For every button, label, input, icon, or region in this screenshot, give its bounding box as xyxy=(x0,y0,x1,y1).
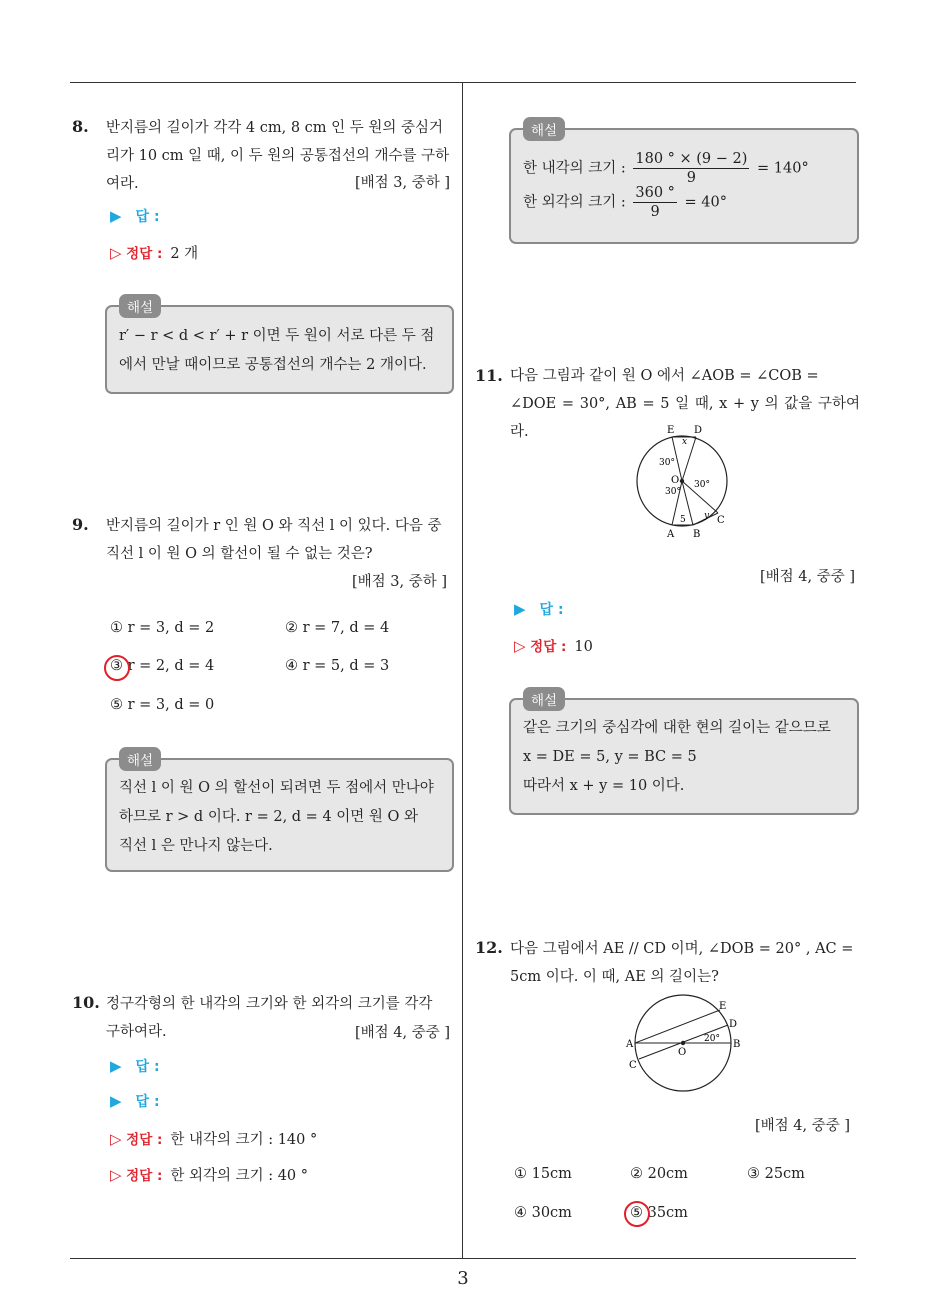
correct-label: 정답 : xyxy=(126,1132,163,1148)
answer-label: 답 : xyxy=(135,1094,160,1110)
q9-score: [배점 3, 중하 ] xyxy=(352,574,448,590)
q9-number: 9. xyxy=(72,515,89,534)
correct-value: 2 개 xyxy=(170,246,199,262)
q12-choice-1[interactable]: ① 15cm xyxy=(514,1166,572,1182)
triangle-outline-icon: ▷ xyxy=(110,1130,122,1148)
selected-mark-icon xyxy=(624,1201,650,1227)
q8-text-line: 리가 10 cm 일 때, 이 두 원의 공통접선의 개수를 구하 xyxy=(106,148,450,164)
q9-choice-2[interactable]: ② r = 7, d = 4 xyxy=(285,620,390,636)
explanation-text xyxy=(523,714,847,801)
q11-score: [배점 4, 중중 ] xyxy=(760,569,856,585)
label-angle: 30° xyxy=(665,487,681,497)
label-angle: 20° xyxy=(704,1034,720,1044)
triangle-outline-icon: ▷ xyxy=(514,637,526,655)
q8-explanation-box xyxy=(105,300,454,394)
explanation-line xyxy=(523,150,809,187)
explanation-line: 에서 만날 때이므로 공통접선의 개수는 2 개이다. xyxy=(119,357,427,373)
label-C: C xyxy=(717,515,725,526)
q12-choice-2[interactable]: ② 20cm xyxy=(630,1166,688,1182)
q8-score: [배점 3, 중하 ] xyxy=(355,175,451,191)
q8-answer-field[interactable] xyxy=(110,206,160,226)
q10-number: 10. xyxy=(72,993,100,1012)
explanation-tag: 해설 xyxy=(523,117,565,141)
label-B: B xyxy=(693,529,701,540)
column-divider xyxy=(462,83,463,1258)
q8-correct xyxy=(110,242,198,263)
triangle-outline-icon: ▷ xyxy=(110,1166,122,1184)
label-C: C xyxy=(629,1060,637,1071)
q10-answer-field-2[interactable] xyxy=(110,1091,160,1111)
q12-choice-4[interactable]: ④ 30cm xyxy=(514,1205,572,1221)
correct-value: 한 외각의 크기 : 40 ° xyxy=(170,1168,309,1184)
answer-label: 답 : xyxy=(539,602,564,618)
bottom-rule xyxy=(70,1258,856,1259)
q11-text-line: ∠DOE = 30°, AB = 5 일 때, x + y 의 값을 구하여라. xyxy=(510,396,860,440)
center-point xyxy=(681,1041,685,1045)
fraction-numerator: 360 ° xyxy=(635,185,675,201)
q10-text-line: 정구각형의 한 내각의 크기와 한 외각의 크기를 각각 xyxy=(106,996,433,1012)
q9-choice-1[interactable]: ① r = 3, d = 2 xyxy=(110,620,215,636)
label-E: E xyxy=(667,425,675,436)
play-icon: ▶ xyxy=(514,600,526,618)
q12-text xyxy=(510,935,860,991)
fraction xyxy=(633,150,749,187)
q9-choice-5[interactable]: ⑤ r = 3, d = 0 xyxy=(110,697,215,713)
explanation-result: = 140° xyxy=(757,160,809,177)
label-E: E xyxy=(719,1001,727,1012)
q11-number: 11. xyxy=(475,366,503,385)
label-angle: 30° xyxy=(694,480,710,490)
label-y: y xyxy=(704,511,710,521)
center-point xyxy=(680,479,684,483)
fraction-denominator: 9 xyxy=(686,170,697,186)
explanation-line: 직선 l 이 원 O 의 할선이 되려면 두 점에서 만나야 xyxy=(119,780,434,796)
label-O: O xyxy=(678,1047,687,1058)
label-x: x xyxy=(682,437,688,447)
explanation-text xyxy=(119,774,442,861)
explanation-line: 하므로 r > d 이다. r = 2, d = 4 이면 원 O 와 xyxy=(119,809,419,825)
q11-text-line: 다음 그림과 같이 원 O 에서 ∠AOB = ∠COB = xyxy=(510,368,819,384)
correct-value: 한 내각의 크기 : 140 ° xyxy=(170,1132,318,1148)
q9-choice-3[interactable]: ③ r = 2, d = 4 xyxy=(110,658,215,674)
q8-number: 8. xyxy=(72,117,89,136)
explanation-line: 직선 l 은 만나지 않는다. xyxy=(119,838,273,854)
explanation-result: = 40° xyxy=(684,194,727,211)
q10-text-line: 구하여라. xyxy=(106,1024,167,1040)
top-rule xyxy=(70,82,856,83)
q12-score: [배점 4, 중중 ] xyxy=(755,1118,851,1134)
correct-label: 정답 : xyxy=(126,246,163,262)
label-O: O xyxy=(671,475,680,486)
explanation-line: x = DE = 5, y = BC = 5 xyxy=(523,749,697,765)
correct-label: 정답 : xyxy=(126,1168,163,1184)
label-A: A xyxy=(626,1039,634,1050)
q10-correct-2 xyxy=(110,1164,308,1185)
answer-label: 답 : xyxy=(135,209,160,225)
q12-number: 12. xyxy=(475,938,503,957)
q12-text-line: 5cm 이다. 이 때, AE 의 길이는? xyxy=(510,969,719,985)
explanation-tag: 해설 xyxy=(523,687,565,711)
explanation-label: 한 외각의 크기 : xyxy=(523,194,626,211)
q9-text-line: 반지름의 길이가 r 인 원 O 와 직선 l 이 있다. 다음 중 xyxy=(106,518,442,534)
q9-text xyxy=(106,512,456,568)
q9-choice-4[interactable]: ④ r = 5, d = 3 xyxy=(285,658,390,674)
answer-label: 답 : xyxy=(135,1059,160,1075)
q12-choice-5[interactable]: ⑤ 35cm xyxy=(630,1205,688,1221)
fraction-numerator: 180 ° × (9 − 2) xyxy=(635,151,748,167)
explanation-text xyxy=(119,322,442,380)
explanation-line: 따라서 x + y = 10 이다. xyxy=(523,778,685,794)
triangle-outline-icon: ▷ xyxy=(110,244,122,262)
q11-explanation-box xyxy=(509,693,859,815)
explanation-tag: 해설 xyxy=(119,294,161,318)
fraction-denominator: 9 xyxy=(650,204,660,220)
q12-choice-3[interactable]: ③ 25cm xyxy=(747,1166,805,1182)
explanation-line xyxy=(523,184,727,221)
fraction xyxy=(633,184,677,221)
correct-value: 10 xyxy=(574,639,593,655)
selected-mark-icon xyxy=(104,655,130,681)
q11-figure xyxy=(625,420,745,542)
q10-explanation-box xyxy=(509,123,859,244)
play-icon: ▶ xyxy=(110,207,122,225)
page-number: 3 xyxy=(457,1268,469,1289)
q12-figure xyxy=(620,990,750,1095)
q10-correct-1 xyxy=(110,1128,317,1149)
q10-answer-field-1[interactable] xyxy=(110,1056,160,1076)
q10-score: [배점 4, 중중 ] xyxy=(355,1025,451,1041)
q11-answer-field[interactable] xyxy=(514,599,564,619)
explanation-label: 한 내각의 크기 : xyxy=(523,160,626,177)
q8-text-line: 반지름의 길이가 각각 4 cm, 8 cm 인 두 원의 중심거 xyxy=(106,120,444,136)
label-5: 5 xyxy=(680,515,686,525)
correct-label: 정답 : xyxy=(530,639,567,655)
label-A: A xyxy=(667,529,675,540)
q11-correct xyxy=(514,635,593,655)
q9-explanation-box xyxy=(105,753,454,872)
label-D: D xyxy=(729,1019,738,1030)
q9-text-line: 직선 l 이 원 O 의 할선이 될 수 없는 것은? xyxy=(106,546,373,562)
explanation-line: r′ − r < d < r′ + r 이면 두 원이 서로 다른 두 점 xyxy=(119,328,435,344)
q12-text-line: 다음 그림에서 AE // CD 이며, ∠DOB = 20° , AC = xyxy=(510,941,854,957)
explanation-tag: 해설 xyxy=(119,747,161,771)
explanation-line: 같은 크기의 중심각에 대한 현의 길이는 같으므로 xyxy=(523,720,831,736)
label-B: B xyxy=(733,1039,741,1050)
label-D: D xyxy=(694,425,703,436)
play-icon: ▶ xyxy=(110,1092,122,1110)
label-angle: 30° xyxy=(659,458,675,468)
play-icon: ▶ xyxy=(110,1057,122,1075)
q8-text-line: 여라. xyxy=(106,176,139,192)
